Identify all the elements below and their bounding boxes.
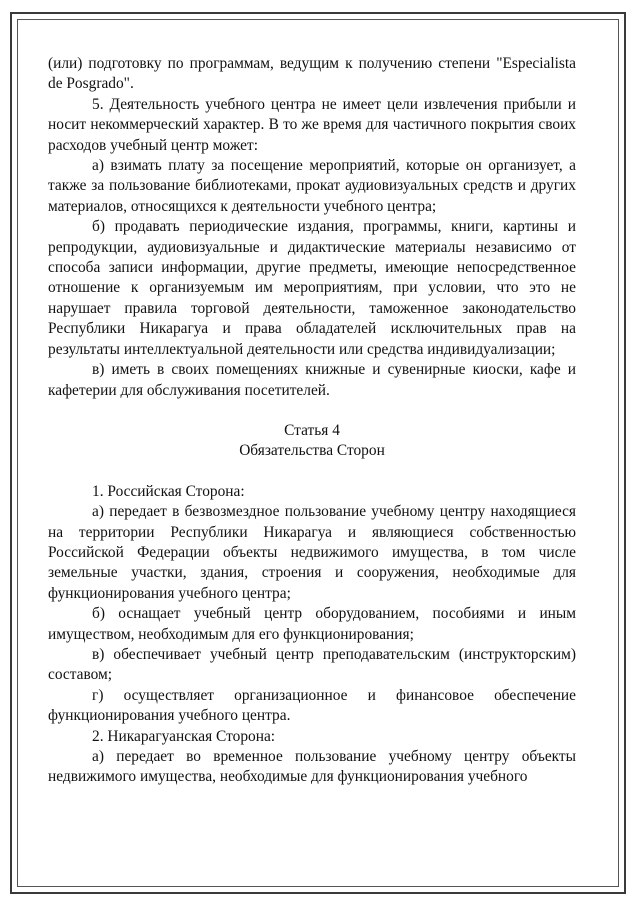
paragraph-subitem-b: б) продавать периодические издания, программы, книги, картины и репродукции, аудиовизуальные и дидактические материалы независимо от способа записи информации, другие предметы, имеющие непосредственное отношение к организуемым им мероприятиям, при условии, что это не нарушает правила торговой деятельности, таможенное законодательство Республики Никарагуа и права обладателей исключительных прав на результаты интеллектуальной деятельности или средства индивидуализации; — [48, 218, 576, 358]
document-body — [48, 54, 576, 788]
paragraph-russian-v: в) обеспечивает учебный центр преподавательским (инструкторским) составом; — [48, 645, 576, 684]
paragraph-russian-side: 1. Российская Сторона: — [92, 482, 245, 500]
paragraph-russian-b: б) оснащает учебный центр оборудованием, пособиями и иным имуществом, необходимым для его функционирования; — [48, 605, 576, 643]
paragraph-subitem-a: а) взимать плату за посещение мероприятий, которые он организует, а также за пользование библиотеками, прокат аудиовизуальных средств и других материалов, относящихся к деятельности учебного центра; — [48, 157, 576, 215]
paragraph-nicaraguan-side: 2. Никарагуанская Сторона: — [92, 727, 276, 745]
paragraph-russian-a: а) передает в безвозмездное пользование учебному центру находящиеся на территории Республики Никарагуа и являющиеся собственностью Российской Федерации объекты недвижимого имущества, в том числе земельные участки, здания, строения и сооружения, необходимые для функционирования учебного центра; — [48, 503, 576, 602]
paragraph-continuation: (или) подготовку по программам, ведущим к получению степени "Especialista de Posgrado". — [48, 55, 576, 93]
article-number: Статья 4 — [284, 421, 340, 439]
paragraph-russian-g: г) осуществляет организационное и финансовое обеспечение функционирования учебного центра. — [48, 686, 576, 725]
paragraph-subitem-v: в) иметь в своих помещениях книжные и сувенирные киоски, кафе и кафетерии для обслуживания посетителей. — [48, 361, 576, 399]
paragraph-nicaraguan-a: а) передает во временное пользование учебному центру объекты недвижимого имущества, необходимые для функционирования учебного — [48, 748, 576, 786]
paragraph-item-5: 5. Деятельность учебного центра не имеет цели извлечения прибыли и носит некоммерческий характер. В то же время для частичного покрытия своих расходов учебный центр может: — [48, 95, 576, 154]
article-title: Обязательства Сторон — [239, 442, 385, 460]
